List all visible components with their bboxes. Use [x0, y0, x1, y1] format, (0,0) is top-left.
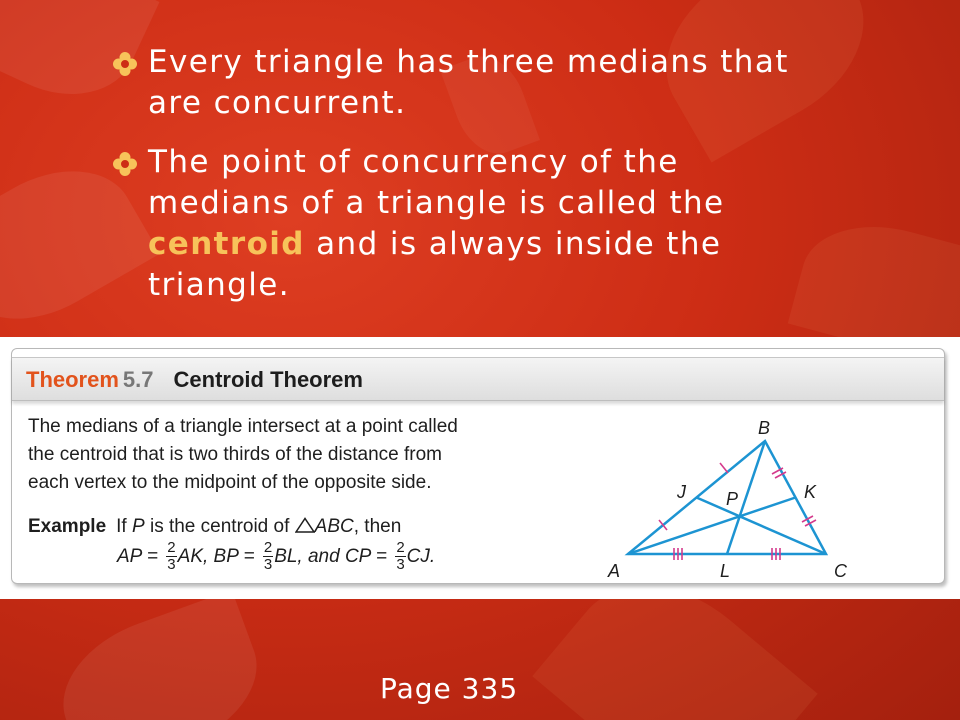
theorem-line: each vertex to the midpoint of the opposite side. — [28, 472, 432, 493]
theorem-header — [12, 357, 944, 401]
centroid-triangle-figure — [592, 407, 872, 583]
vertex-label-a: A — [608, 561, 621, 581]
midpoint-label-l: L — [720, 561, 731, 581]
theorem-example — [28, 516, 588, 573]
example-text: , then — [353, 516, 402, 537]
centroid-label-p: P — [726, 489, 739, 509]
theorem-number: 5.7 — [122, 367, 154, 392]
formula-segment: AP = — [117, 545, 164, 567]
bullet-list — [112, 42, 792, 324]
theorem-line: The medians of a triangle intersect at a point called — [28, 416, 458, 437]
triangle-name: ABC — [314, 516, 354, 537]
formula-segment: AK, BP = — [177, 545, 260, 567]
example-text: If — [116, 516, 132, 537]
triangle-symbol-icon — [295, 517, 315, 533]
centroid-formulas — [117, 540, 435, 573]
example-text: is the centroid of — [144, 516, 295, 537]
flower-bullet-icon — [112, 151, 138, 177]
formula-segment: CJ. — [406, 545, 436, 567]
bullet-text: and is always inside the triangle. — [148, 226, 722, 303]
fraction-two-thirds: $\frac{2}{3}$ — [396, 539, 405, 573]
bullet-item-medians — [112, 42, 792, 124]
midpoint-label-k: K — [804, 482, 817, 502]
flower-bullet-icon — [112, 51, 138, 77]
page-reference: Page 335 — [380, 672, 519, 705]
example-variable: P — [132, 516, 145, 537]
theorem-label: Theorem — [26, 367, 119, 392]
vertex-label-c: C — [834, 561, 847, 581]
theorem-name: Centroid Theorem — [173, 367, 363, 392]
bullet-text: Every triangle has three medians that are concurrent. — [148, 44, 789, 121]
fraction-two-thirds: $\frac{2}{3}$ — [167, 539, 176, 573]
theorem-box — [11, 348, 945, 584]
autumn-leaf-decoration — [44, 590, 276, 720]
median-ak — [628, 498, 796, 555]
theorem-title — [26, 367, 363, 393]
bullet-text: The point of concurrency of the medians of a triangle is called the — [148, 144, 725, 221]
midpoint-label-j: J — [677, 482, 686, 502]
fraction-two-thirds: $\frac{2}{3}$ — [263, 539, 273, 573]
tick-mark — [720, 463, 728, 473]
theorem-statement — [28, 413, 518, 497]
vertex-label-b: B — [758, 418, 771, 438]
formula-segment: BL, and CP = — [274, 545, 393, 567]
theorem-panel — [0, 337, 960, 599]
bullet-item-centroid — [112, 142, 792, 306]
theorem-line: the centroid that is two thirds of the distance from — [28, 444, 442, 465]
highlighted-term: centroid — [148, 226, 305, 262]
example-label: Example — [28, 516, 107, 537]
